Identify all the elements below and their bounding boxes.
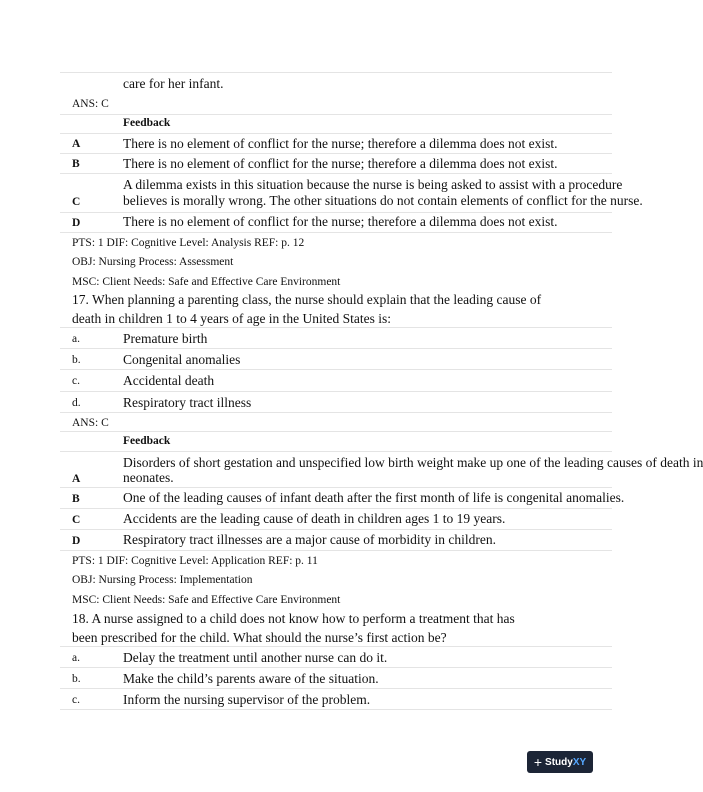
answer-key: ANS: C (72, 417, 109, 429)
divider (60, 153, 612, 154)
feedback-text: There is no element of conflict for the nurse; therefore a dilemma does not exist. (123, 156, 558, 171)
feedback-letter: B (72, 493, 80, 505)
feedback-text: Disorders of short gestation and unspecified low birth weight make up one of the leading causes of death in (123, 455, 703, 470)
feedback-header: Feedback (123, 117, 171, 129)
feedback-text: Accidents are the leading cause of death in children ages 1 to 19 years. (123, 511, 506, 526)
feedback-text: believes is morally wrong. The other situations do not contain elements of conflict for the nurse. (123, 193, 643, 208)
logo-text-suffix: XY (572, 756, 587, 768)
studyxy-logo[interactable] (527, 751, 593, 773)
option-letter: b. (72, 673, 81, 685)
option-letter: a. (72, 333, 80, 345)
feedback-text: neonates. (123, 470, 174, 485)
feedback-text: A dilemma exists in this situation because the nurse is being asked to assist with a procedure (123, 177, 623, 192)
divider (60, 327, 612, 328)
option-text: Inform the nursing supervisor of the problem. (123, 692, 371, 707)
feedback-text: There is no element of conflict for the nurse; therefore a dilemma does not exist. (123, 214, 558, 229)
question-stem-end: care for her infant. (123, 76, 224, 91)
feedback-header: Feedback (123, 435, 171, 447)
option-text: Make the child’s parents aware of the situation. (123, 671, 379, 686)
divider (60, 529, 612, 530)
divider (60, 688, 612, 689)
divider (60, 173, 612, 174)
feedback-letter: D (72, 217, 81, 229)
plus-icon: + (533, 754, 543, 770)
feedback-letter: A (72, 473, 81, 485)
feedback-letter: B (72, 158, 80, 170)
divider (60, 451, 612, 452)
option-letter: d. (72, 397, 81, 409)
option-text: Respiratory tract illness (123, 395, 252, 410)
logo-text-prefix: Study (545, 756, 573, 768)
divider (60, 232, 612, 233)
question-stem: 17. When planning a parenting class, the nurse should explain that the leading cause of (72, 292, 542, 307)
client-needs: MSC: Client Needs: Safe and Effective Care Environment (72, 594, 341, 606)
option-letter: b. (72, 354, 81, 366)
points-difficulty: PTS: 1 DIF: Cognitive Level: Application REF: p. 11 (72, 555, 318, 567)
feedback-letter: A (72, 138, 81, 150)
divider (60, 391, 612, 392)
divider (60, 646, 612, 647)
divider (60, 72, 612, 73)
question-stem: death in children 1 to 4 years of age in the United States is: (72, 311, 392, 326)
feedback-text: There is no element of conflict for the nurse; therefore a dilemma does not exist. (123, 136, 558, 151)
objective: OBJ: Nursing Process: Assessment (72, 256, 234, 268)
question-stem: 18. A nurse assigned to a child does not know how to perform a treatment that has (72, 611, 515, 626)
divider (60, 709, 612, 710)
option-letter: c. (72, 694, 80, 706)
divider (60, 550, 612, 551)
divider (60, 114, 612, 115)
divider (60, 348, 612, 349)
option-text: Premature birth (123, 331, 208, 346)
points-difficulty: PTS: 1 DIF: Cognitive Level: Analysis REF: p. 12 (72, 237, 305, 249)
divider (60, 508, 612, 509)
option-letter: c. (72, 375, 80, 387)
divider (60, 369, 612, 370)
answer-key: ANS: C (72, 98, 109, 110)
option-text: Delay the treatment until another nurse can do it. (123, 650, 388, 665)
question-stem: been prescribed for the child. What should the nurse’s first action be? (72, 630, 447, 645)
divider (60, 412, 612, 413)
divider (60, 667, 612, 668)
option-text: Accidental death (123, 373, 215, 388)
option-text: Congenital anomalies (123, 352, 241, 367)
feedback-letter: C (72, 196, 81, 208)
feedback-letter: C (72, 514, 81, 526)
feedback-letter: D (72, 535, 81, 547)
feedback-text: Respiratory tract illnesses are a major cause of morbidity in children. (123, 532, 497, 547)
divider (60, 431, 612, 432)
divider (60, 212, 612, 213)
divider (60, 133, 612, 134)
divider (60, 487, 612, 488)
objective: OBJ: Nursing Process: Implementation (72, 574, 253, 586)
option-letter: a. (72, 652, 80, 664)
client-needs: MSC: Client Needs: Safe and Effective Care Environment (72, 276, 341, 288)
feedback-text: One of the leading causes of infant death after the first month of life is congenital anomalies. (123, 490, 625, 505)
